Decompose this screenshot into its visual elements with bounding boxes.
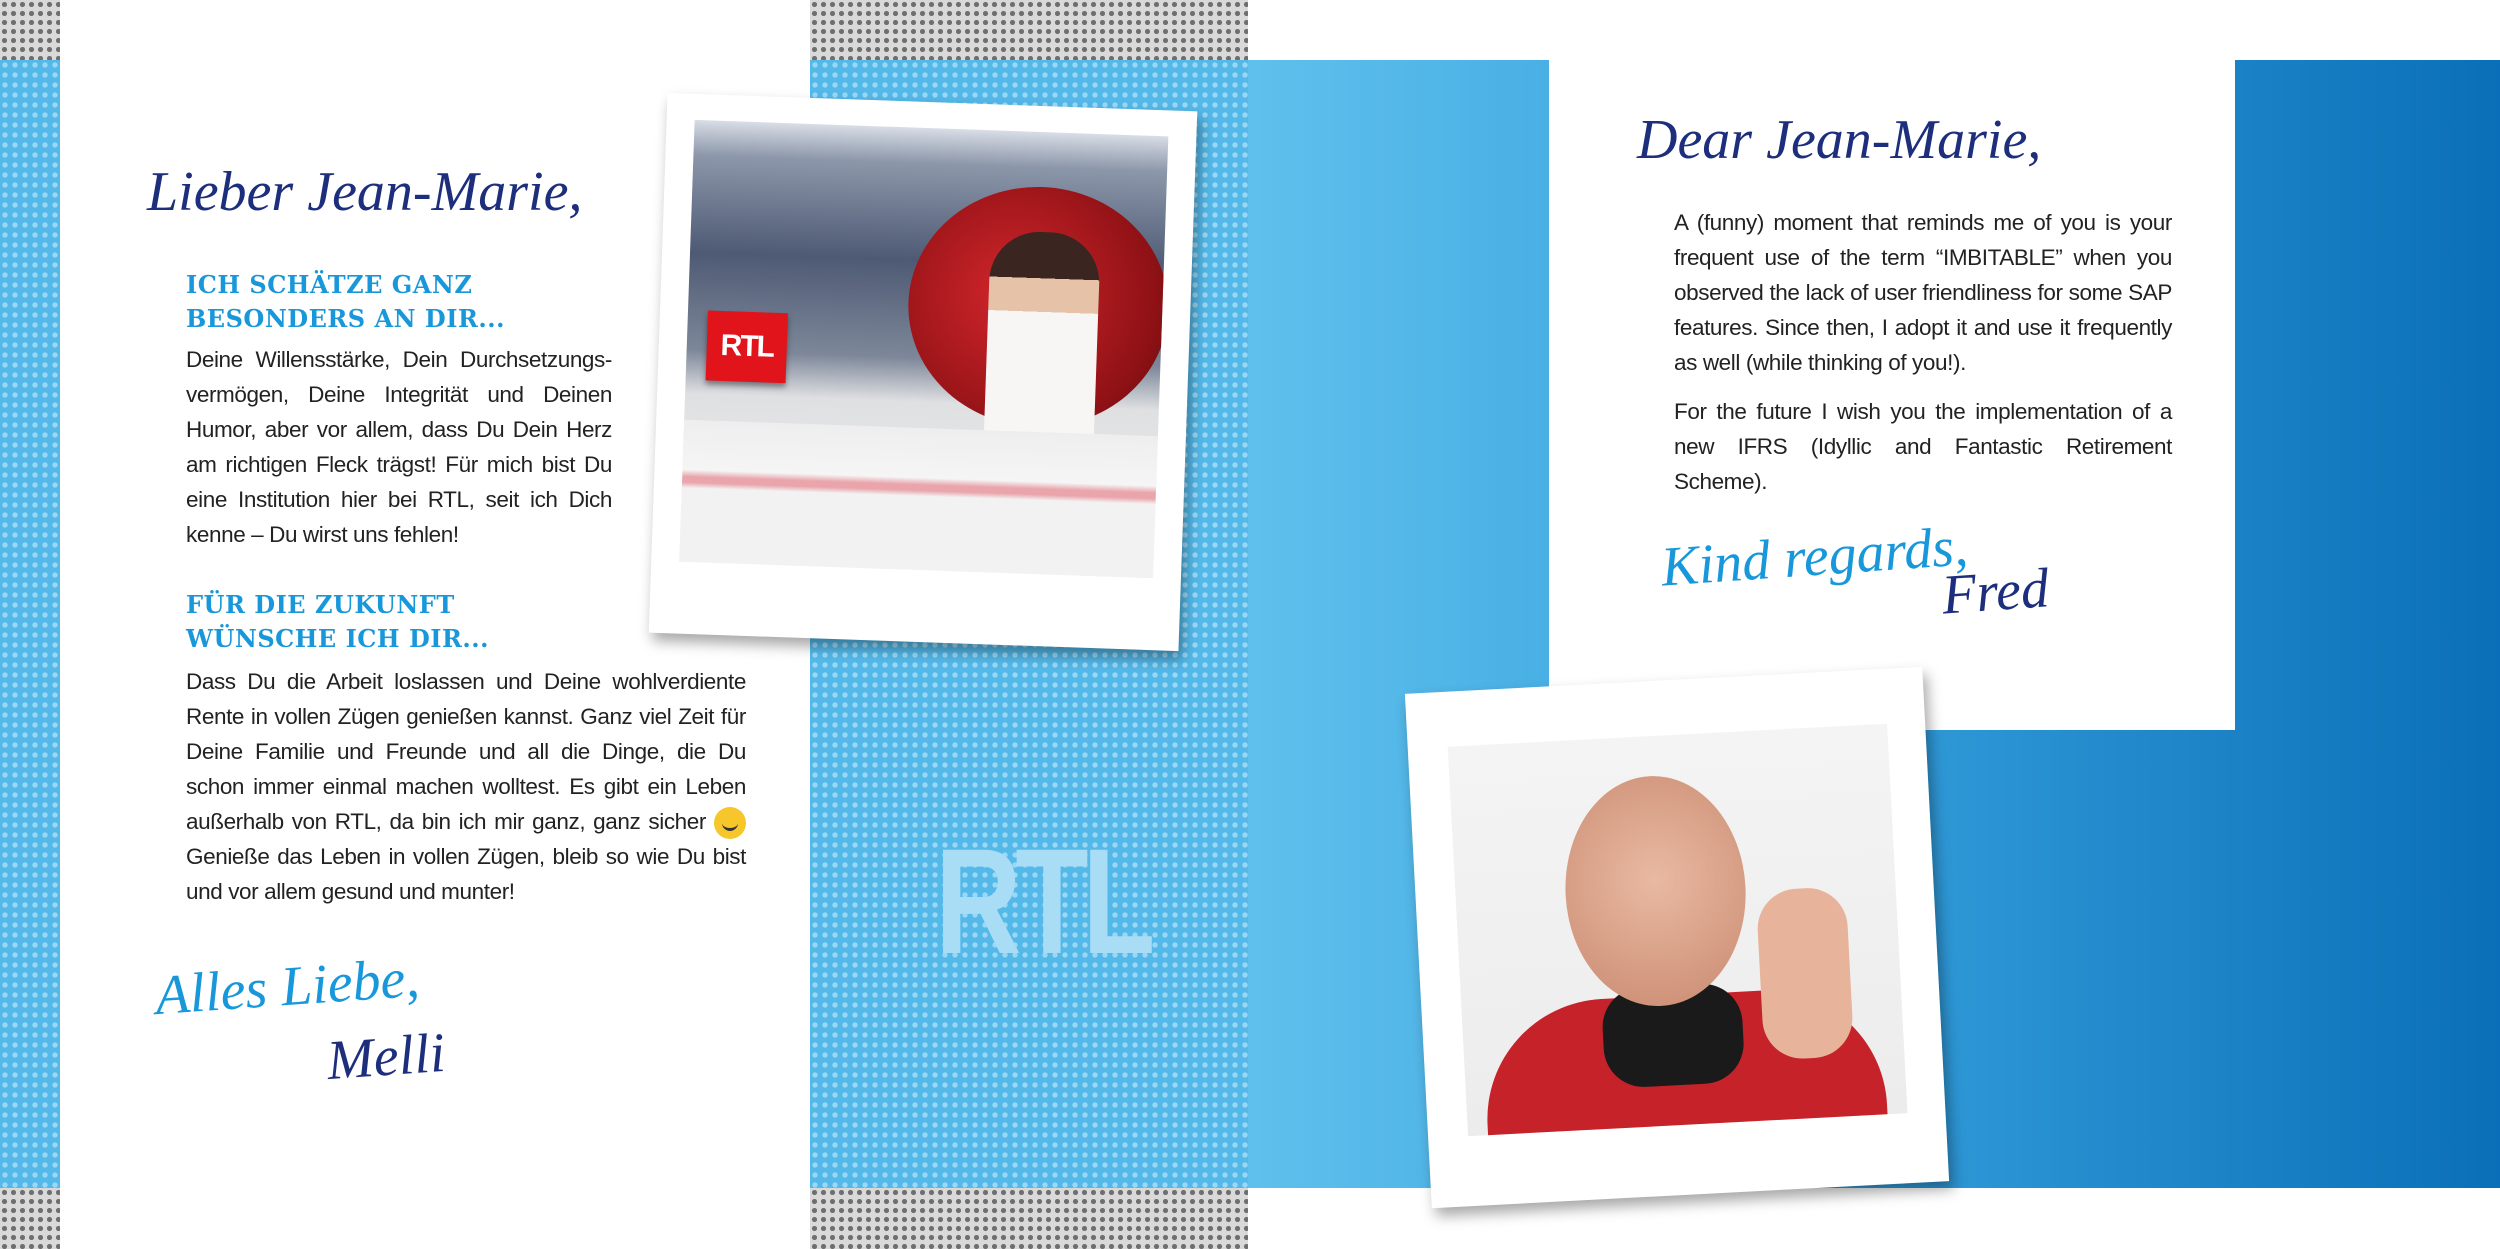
portrait-photo [1448, 724, 1908, 1136]
paragraph-appreciation [186, 342, 612, 566]
heading-line: ICH SCHÄTZE GANZ [186, 270, 473, 299]
closing-english: Kind regards, [1659, 515, 1970, 599]
paragraph-text: Dass Du die Arbeit loslassen und Deine wohlverdiente Rente in vollen Zügen genießen kannst. Ganz viel Zeit für Deine Familie und Freunde und all die Dinge, die Du schon immer einmal machen wolltest. Es gibt ein Leben außerhalb von RTL, da bin ich mir ganz, ganz sicher [186, 669, 746, 834]
thumbs-up [1756, 886, 1855, 1060]
paragraph-wishes [186, 664, 746, 909]
paragraph-text: Genieße das Leben in vollen Zügen, bleib so wie Du bist und vor allem gesund und munter! [186, 844, 746, 905]
heading-line: FÜR DIE ZUKUNFT [186, 590, 455, 619]
heading-wishes [186, 588, 489, 656]
heading-appreciation [186, 268, 505, 336]
greeting-german: Lieber Jean-Marie, [147, 161, 583, 223]
paragraph-text: Deine Willensstärke, Dein Durchsetzungs-vermögen, Deine Integrität und Deinen Humor, aber vor allem, dass Du Dein Herz am richtigen Fleck trägst! Für mich bist Du eine Institution hier bei RTL, seit ich Dich kenne – Du wirst uns fehlen! [186, 347, 612, 547]
paragraph-text: For the future I wish you the implementation of a new IFRS (Idyllic and Fantastic Retirement Scheme). [1674, 399, 2172, 494]
rtl-logo: RTL [706, 310, 788, 383]
closing-german: Alles Liebe, [153, 946, 422, 1028]
smiley-icon [714, 807, 746, 839]
halftone-middle-top [810, 0, 1248, 60]
halftone-bottom-left [0, 1188, 60, 1249]
polaroid-portrait-photo [1405, 667, 1949, 1208]
halftone-top-left [0, 0, 60, 60]
heading-line: BESONDERS AN DIR... [186, 304, 505, 333]
heading-line: WÜNSCHE ICH DIR... [186, 624, 489, 653]
greeting-english: Dear Jean-Marie, [1637, 109, 2042, 171]
person-face [1560, 772, 1752, 1011]
studio-photo [679, 120, 1168, 578]
presenter [984, 230, 1101, 444]
polaroid-studio-photo [649, 93, 1198, 651]
signature-melli: Melli [324, 1021, 448, 1093]
signature-fred: Fred [1939, 557, 2051, 627]
rtl-watermark: RTL [935, 817, 1150, 985]
letter-body-english [1674, 205, 2172, 513]
halftone-left-strip [0, 60, 60, 1188]
news-desk [679, 420, 1158, 578]
paragraph-text: A (funny) moment that reminds me of you is your frequent use of the term “IMBITABLE” when you observed the lack of user friendliness for some SAP features. Since then, I adopt it and use it frequently as well (while thinking of you!). [1674, 210, 2172, 375]
halftone-middle-bottom [810, 1188, 1248, 1249]
